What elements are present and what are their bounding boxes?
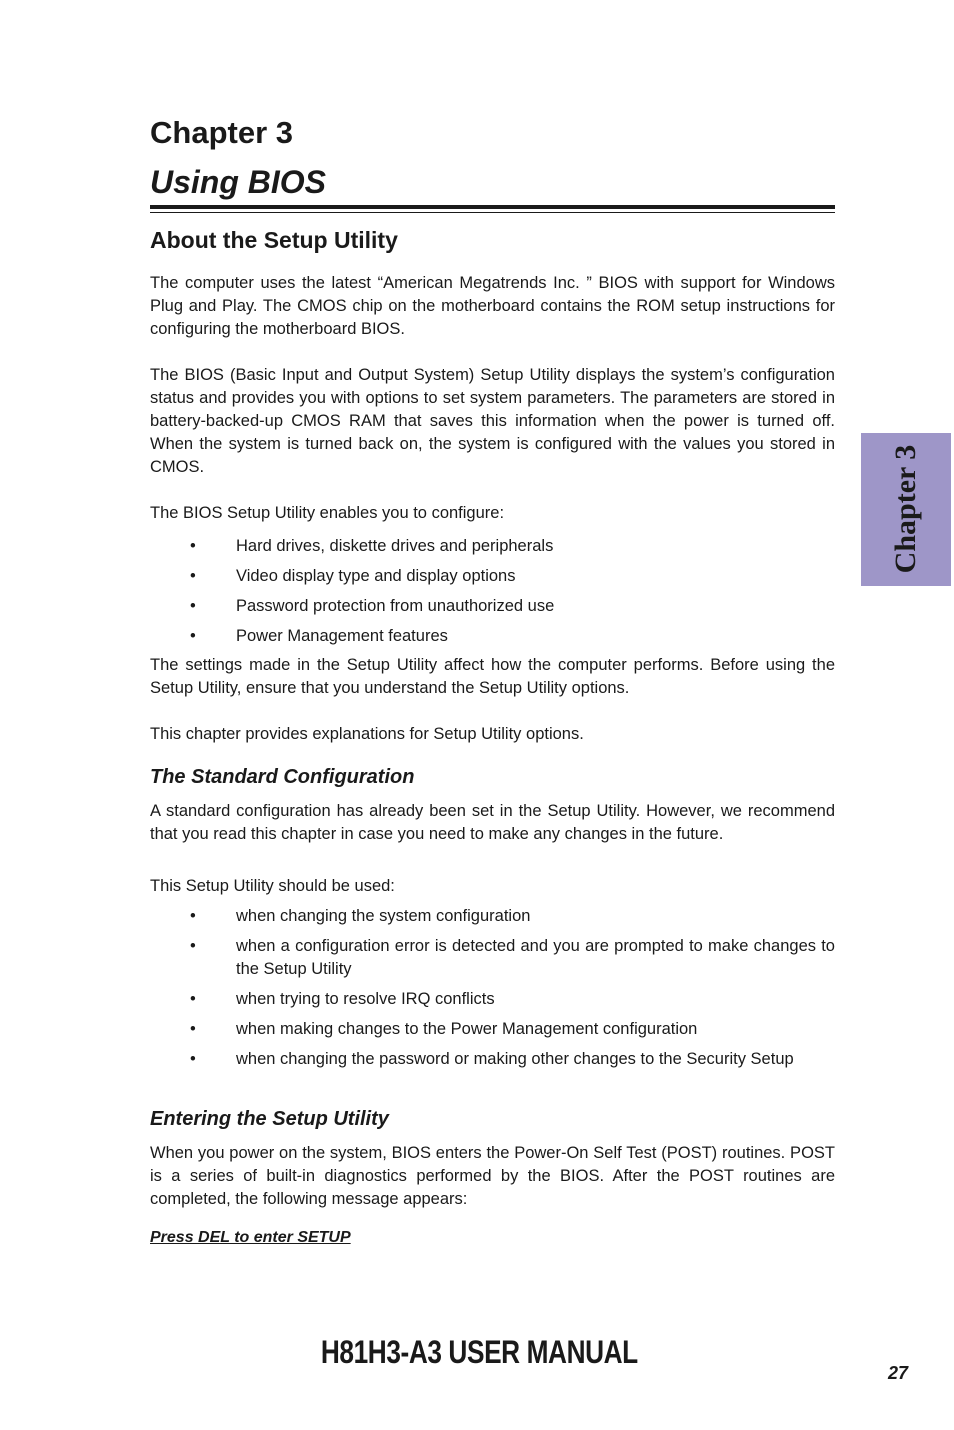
list-item	[150, 565, 835, 588]
chapter-title: Using BIOS	[150, 164, 327, 200]
list-item	[150, 1048, 835, 1071]
section-title-about: About the Setup Utility	[150, 227, 398, 253]
list-item-text: Video display type and display options	[236, 567, 516, 585]
chapter-number: Chapter 3	[150, 115, 293, 150]
bullet-glyph: •	[190, 937, 196, 955]
paragraph-intro: The computer uses the latest “American Megatrends Inc. ” BIOS with support for Windows Plug and Play. The CMOS chip on the motherboard contains the ROM setup instructions for configuring the motherboard BIOS.	[150, 274, 835, 338]
list-item	[150, 1018, 835, 1041]
paragraph-chapter-explains: This chapter provides explanations for Setup Utility options.	[150, 725, 584, 743]
paragraph-bios-description: The BIOS (Basic Input and Output System) Setup Utility displays the system’s configuration status and provides you with options to set system parameters. The parameters are stored in battery-backed-up CMOS RAM that saves this information when the power is turned off. When the system is turned back on, the system is configured with the values you stored in CMOS.	[150, 366, 835, 476]
title-divider-thin	[150, 212, 835, 213]
bullet-glyph: •	[190, 990, 196, 1008]
paragraph-settings-affect: The settings made in the Setup Utility affect how the computer performs. Before using the Setup Utility, ensure that you understand the Setup Utility options.	[150, 656, 835, 697]
paragraph-should-be-used: This Setup Utility should be used:	[150, 877, 395, 895]
list-item	[150, 595, 835, 618]
bullet-glyph: •	[190, 627, 196, 645]
bullet-glyph: •	[190, 907, 196, 925]
list-item-text: when changing the password or making other changes to the Security Setup	[236, 1050, 794, 1068]
list-item-text: Hard drives, diskette drives and peripherals	[236, 537, 554, 555]
chapter-side-tab	[861, 433, 951, 586]
list-item-text: when changing the system configuration	[236, 907, 531, 925]
paragraph-entering-setup: When you power on the system, BIOS enters the Power-On Self Test (POST) routines. POST is a series of built-in diagnostics performed by the BIOS. After the POST routines are completed, the following message appears:	[150, 1144, 835, 1208]
paragraph-configure-intro: The BIOS Setup Utility enables you to configure:	[150, 504, 505, 522]
list-item-text: when a configuration error is detected and you are prompted to make changes to the Setup Utility	[236, 937, 835, 978]
chapter-side-tab-label: Chapter 3	[889, 444, 922, 574]
list-item-text: Power Management features	[236, 627, 448, 645]
list-item-text: when trying to resolve IRQ conflicts	[236, 990, 495, 1008]
bullet-glyph: •	[190, 537, 196, 555]
list-item-text: when making changes to the Power Management configuration	[236, 1020, 698, 1038]
usage-bullet-list	[150, 905, 835, 1071]
list-item	[150, 625, 835, 648]
bullet-glyph: •	[190, 1050, 196, 1068]
list-item	[150, 935, 835, 981]
bullet-glyph: •	[190, 1020, 196, 1038]
list-item	[150, 535, 835, 558]
page-number: 27	[888, 1363, 909, 1383]
bullet-glyph: •	[190, 597, 196, 615]
press-del-message: Press DEL to enter SETUP	[150, 1229, 351, 1246]
list-item	[150, 905, 835, 928]
configure-bullet-list	[150, 535, 835, 648]
section-title-entering: Entering the Setup Utility	[150, 1108, 389, 1130]
list-item-text: Password protection from unauthorized use	[236, 597, 555, 615]
title-divider-thick	[150, 205, 835, 209]
paragraph-standard-config: A standard configuration has already been set in the Setup Utility. However, we recommend that you read this chapter in case you need to make any changes in the future.	[150, 802, 835, 843]
list-item	[150, 988, 835, 1011]
section-title-standard: The Standard Configuration	[150, 766, 415, 788]
bullet-glyph: •	[190, 567, 196, 585]
manual-title: H81H3-A3 USER MANUAL	[320, 1334, 638, 1370]
